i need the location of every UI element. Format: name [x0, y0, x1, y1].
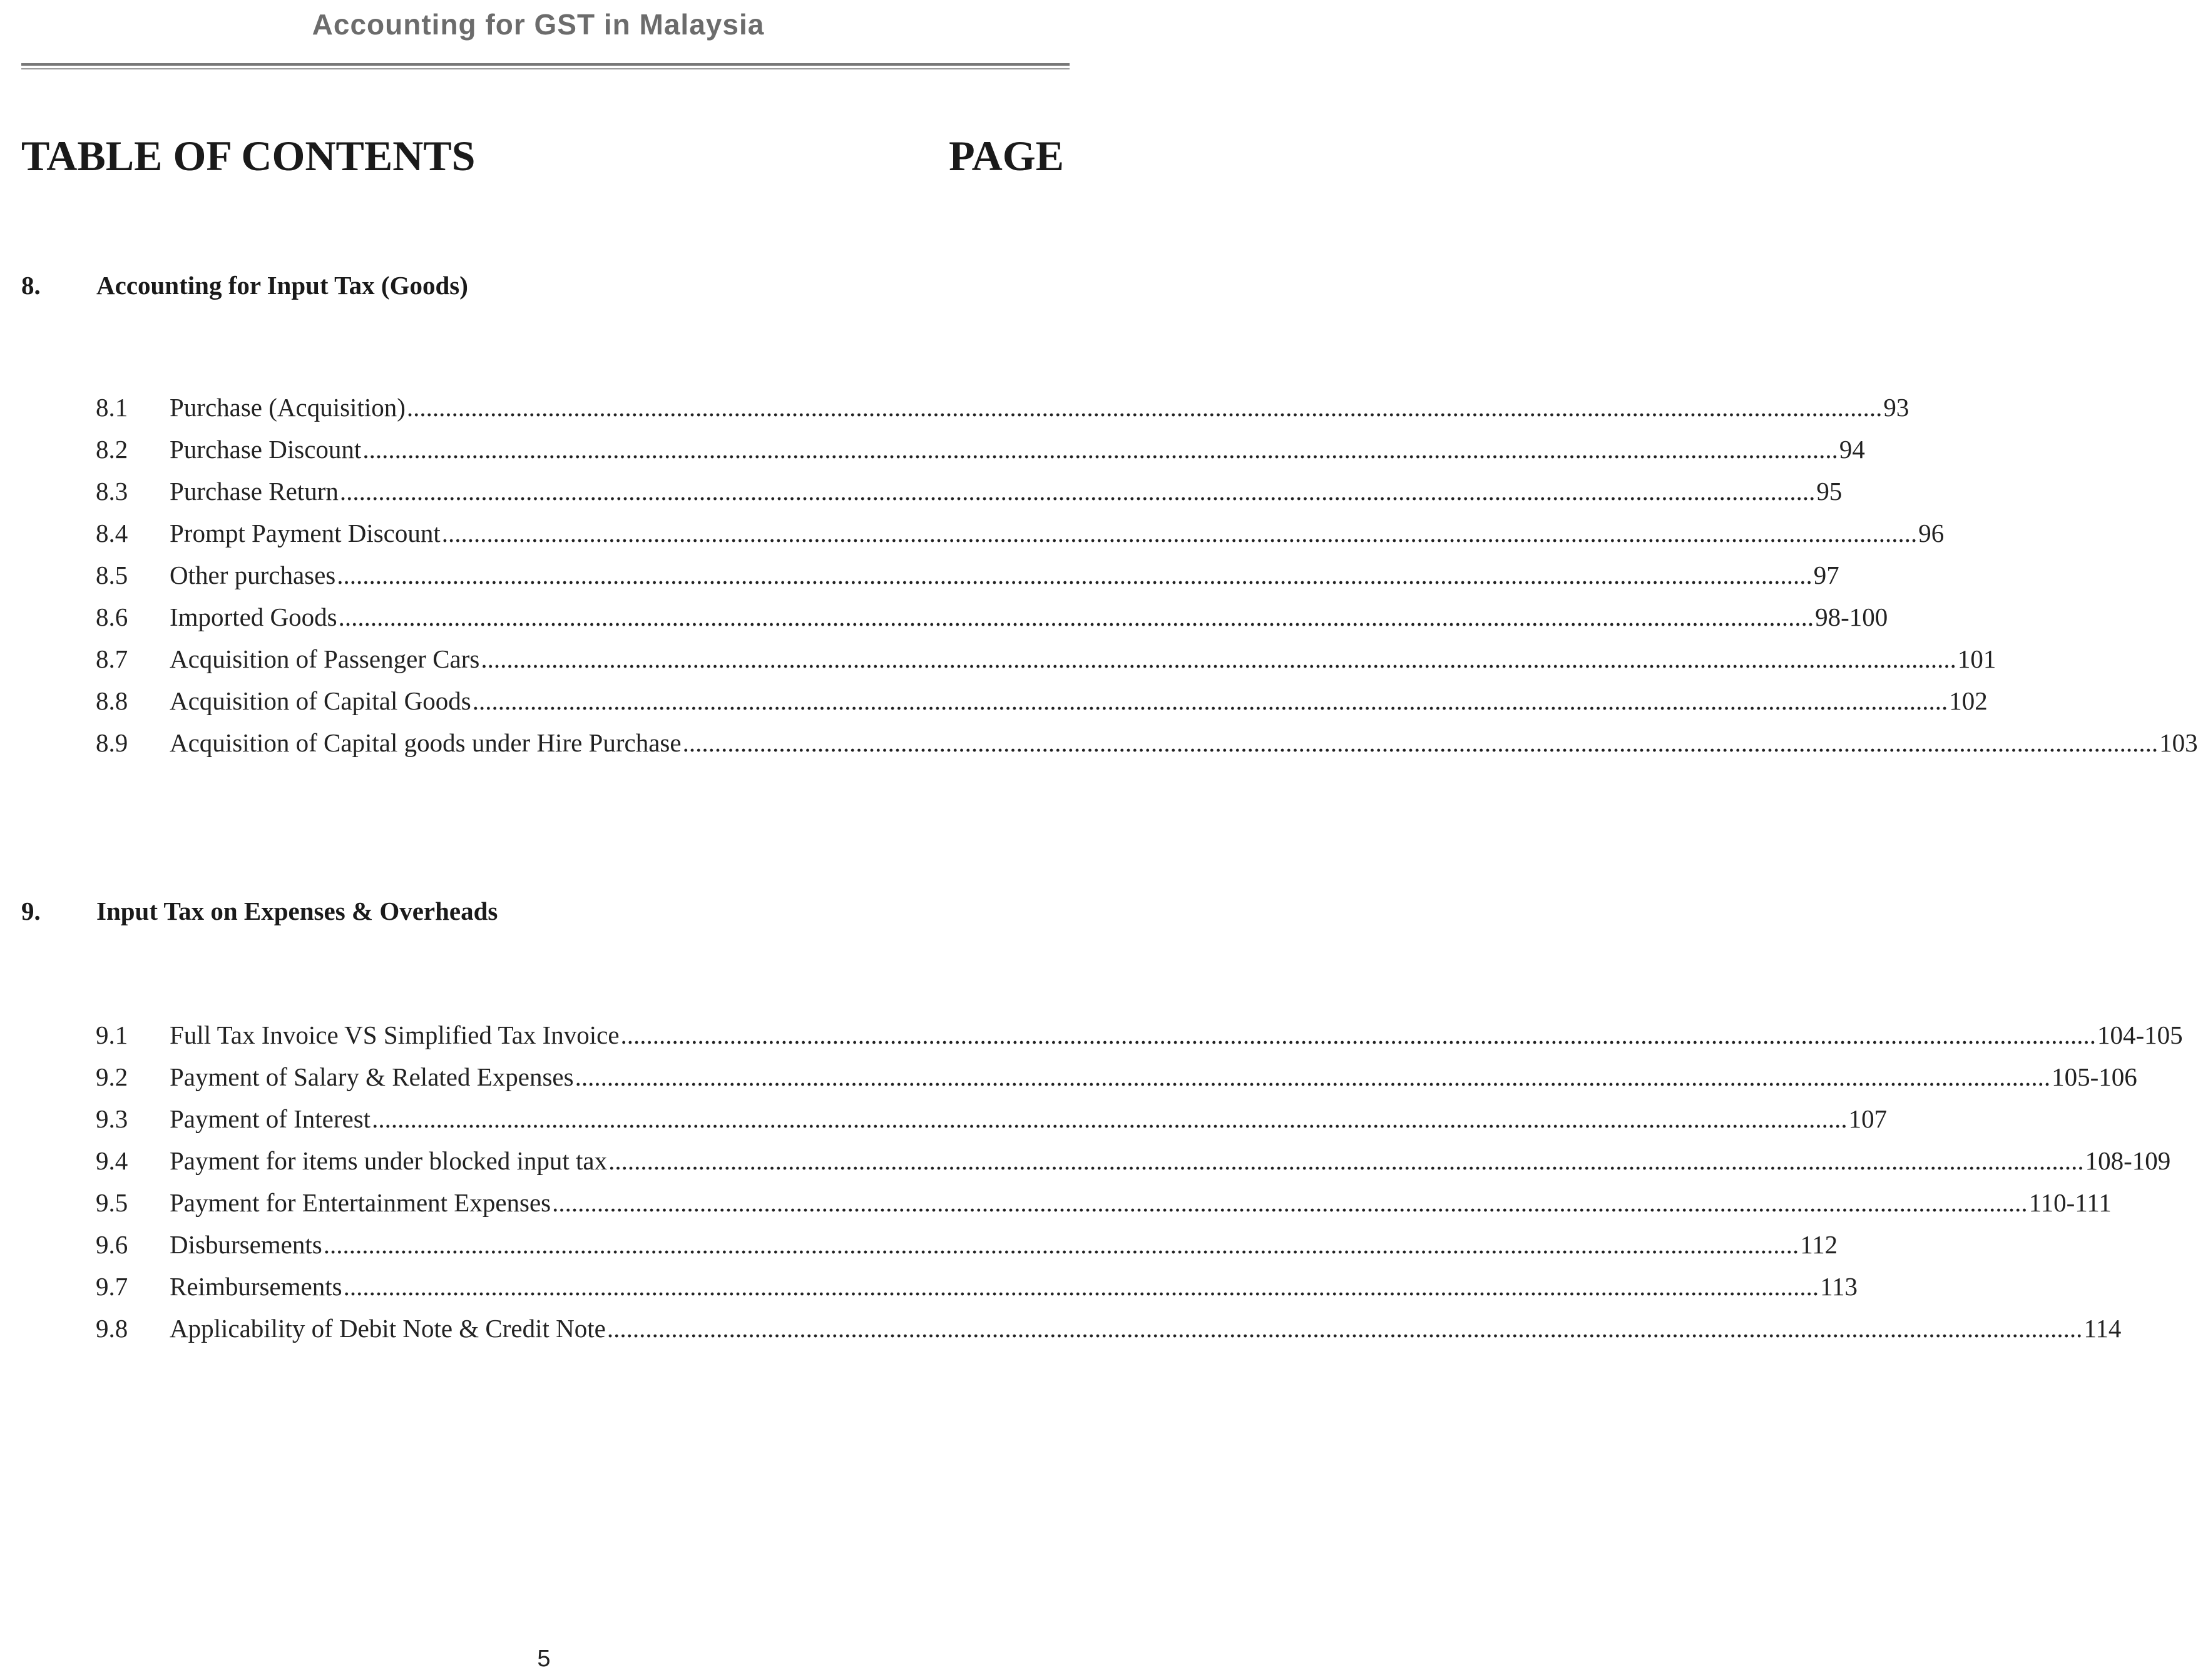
entry-page: 102	[1949, 686, 1988, 715]
toc-entry[interactable]	[96, 518, 1945, 560]
toc-entry[interactable]	[96, 1146, 2171, 1188]
dot-leader	[608, 1146, 2084, 1176]
entry-page: 98-100	[1815, 603, 1888, 631]
entry-number: 9.8	[96, 1314, 128, 1343]
entry-page: 113	[1820, 1272, 1858, 1301]
dot-leader	[344, 1271, 1819, 1301]
entry-page: 105-106	[2052, 1062, 2137, 1091]
toc-entry[interactable]	[96, 686, 1988, 728]
entry-title: Purchase Return	[170, 477, 339, 506]
toc-entry[interactable]	[96, 1104, 1888, 1146]
dot-leader	[607, 1313, 2083, 1343]
entry-number: 8.2	[96, 435, 128, 464]
entry-title: Payment for Entertainment Expenses	[170, 1188, 551, 1217]
entry-number: 9.2	[96, 1062, 128, 1091]
entry-title: Acquisition of Capital goods under Hire Purchase	[170, 728, 682, 757]
entry-number: 8.6	[96, 603, 128, 631]
entry-title: Payment of Salary & Related Expenses	[170, 1062, 574, 1091]
dot-leader	[442, 518, 1918, 548]
toc-entry[interactable]	[96, 644, 1996, 686]
section-number: 8.	[21, 271, 41, 300]
entry-title: Reimbursements	[170, 1272, 342, 1301]
entry-number: 8.7	[96, 644, 128, 673]
dot-leader	[407, 392, 1883, 422]
section-heading-8	[21, 270, 468, 300]
entry-title: Imported Goods	[170, 603, 337, 631]
entry-title: Other purchases	[170, 561, 336, 589]
entry-title: Prompt Payment Discount	[170, 519, 441, 547]
entry-page: 114	[2083, 1314, 2122, 1343]
dot-leader	[372, 1104, 1848, 1134]
entry-number: 8.3	[96, 477, 128, 506]
entry-title: Acquisition of Passenger Cars	[170, 644, 480, 673]
entry-page: 103	[2159, 728, 2198, 757]
entry-title: Payment for items under blocked input tax	[170, 1146, 608, 1175]
toc-entry[interactable]	[96, 1229, 1838, 1271]
dot-leader	[683, 728, 2159, 758]
section-9-entries	[96, 1020, 2183, 1355]
entry-number: 8.8	[96, 686, 128, 715]
entry-title: Acquisition of Capital Goods	[170, 686, 471, 715]
entry-page: 97	[1813, 561, 1839, 589]
entry-number: 8.1	[96, 393, 128, 422]
toc-entry[interactable]	[96, 1188, 2112, 1229]
toc-entry[interactable]	[96, 1313, 2122, 1355]
entry-number: 9.1	[96, 1021, 128, 1049]
page-number: 5	[537, 1646, 551, 1672]
entry-title: Applicability of Debit Note & Credit Note	[170, 1314, 606, 1343]
entry-title: Full Tax Invoice VS Simplified Tax Invoice	[170, 1021, 620, 1049]
entry-title: Disbursements	[170, 1230, 322, 1259]
entry-page: 112	[1800, 1230, 1838, 1259]
entry-number: 9.3	[96, 1104, 128, 1133]
toc-entry[interactable]	[96, 1020, 2183, 1062]
toc-entry[interactable]	[96, 476, 1843, 518]
entry-page: 101	[1957, 644, 1996, 673]
dot-leader	[481, 644, 1956, 674]
toc-title: TABLE OF CONTENTS	[21, 132, 476, 180]
entry-page: 110-111	[2028, 1188, 2112, 1217]
entry-page: 107	[1848, 1104, 1888, 1133]
entry-page: 95	[1816, 477, 1843, 506]
page-column-heading: PAGE	[949, 132, 1064, 180]
toc-entry[interactable]	[96, 392, 1909, 434]
section-number: 9.	[21, 897, 41, 925]
entry-page: 104-105	[2097, 1021, 2183, 1049]
toc-entry[interactable]	[96, 434, 1865, 476]
entry-number: 8.5	[96, 561, 128, 589]
entry-number: 8.9	[96, 728, 128, 757]
entry-page: 96	[1918, 519, 1945, 547]
section-heading-9	[21, 896, 498, 926]
entry-number: 8.4	[96, 519, 128, 547]
entry-number: 9.7	[96, 1272, 128, 1301]
header-rule-thin	[21, 68, 1070, 69]
entry-number: 9.6	[96, 1230, 128, 1259]
toc-entry[interactable]	[96, 1062, 2137, 1104]
section-8-entries	[96, 392, 2198, 770]
dot-leader	[324, 1229, 1799, 1260]
entry-number: 9.5	[96, 1188, 128, 1217]
dot-leader	[552, 1188, 2028, 1218]
toc-entry[interactable]	[96, 602, 1888, 644]
dot-leader	[340, 476, 1816, 506]
entry-page: 93	[1883, 393, 1909, 422]
dot-leader	[575, 1062, 2051, 1092]
dot-leader	[337, 560, 1812, 590]
toc-entry[interactable]	[96, 728, 2198, 770]
dot-leader	[621, 1020, 2097, 1050]
running-header: Accounting for GST in Malaysia	[312, 8, 765, 41]
toc-entry[interactable]	[96, 1271, 1858, 1313]
header-rule	[21, 63, 1070, 66]
entry-page: 108-109	[2085, 1146, 2171, 1175]
entry-page: 94	[1839, 435, 1865, 464]
section-title: Accounting for Input Tax (Goods)	[96, 271, 468, 300]
toc-entry[interactable]	[96, 560, 1839, 602]
entry-title: Purchase (Acquisition)	[170, 393, 406, 422]
entry-title: Payment of Interest	[170, 1104, 371, 1133]
entry-title: Purchase Discount	[170, 435, 362, 464]
dot-leader	[362, 434, 1838, 464]
section-title: Input Tax on Expenses & Overheads	[96, 897, 498, 925]
entry-number: 9.4	[96, 1146, 128, 1175]
dot-leader	[473, 686, 1948, 716]
dot-leader	[339, 602, 1814, 632]
